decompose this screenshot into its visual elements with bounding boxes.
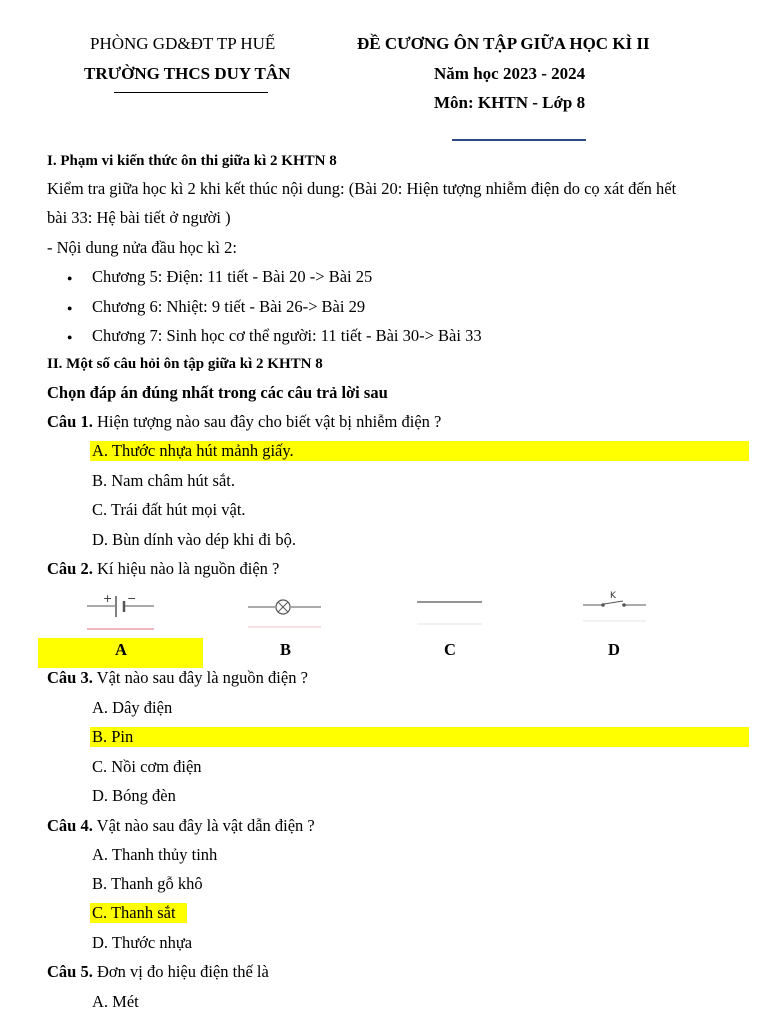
- question-label: Câu 3.: [47, 668, 93, 687]
- choice-label-a: A: [115, 640, 127, 659]
- answer-highlight: [90, 727, 749, 747]
- question-text: Đơn vị đo hiệu điện thế là: [92, 962, 269, 981]
- option-correct: A. Thước nhựa hút mảnh giấy.: [92, 441, 294, 460]
- switch-k-label: K: [610, 591, 616, 601]
- document-title: ĐỀ CƯƠNG ÔN TẬP GIỮA HỌC KÌ II: [357, 34, 650, 53]
- choice-label-b: B: [280, 640, 292, 659]
- list-item: Chương 6: Nhiệt: 9 tiết - Bài 26-> Bài 29: [92, 297, 366, 316]
- option-correct: B. Pin: [92, 727, 134, 746]
- option: A. Dây điện: [92, 698, 173, 717]
- option-correct: C. Thanh sắt: [92, 903, 176, 922]
- question-text: Hiện tượng nào sau đây cho biết vật bị nhiễm điện ?: [92, 412, 442, 431]
- question-label: Câu 1.: [47, 412, 93, 431]
- bullet-dot: ●: [67, 273, 73, 283]
- option: A. Thanh thủy tinh: [92, 845, 218, 864]
- school-name: TRƯỜNG THCS DUY TÂN: [84, 64, 291, 83]
- choice-label-c: C: [444, 640, 456, 659]
- department-name: PHÒNG GD&ĐT TP HUẾ: [90, 34, 276, 53]
- battery-symbol-icon: [87, 588, 155, 632]
- minus-sign: −: [127, 592, 137, 605]
- section-1-subheading: - Nội dung nửa đầu học kì 2:: [47, 238, 237, 257]
- subject-grade: Môn: KHTN - Lớp 8: [434, 93, 586, 112]
- section-1-title: I. Phạm vi kiến thức ôn thi giữa kì 2 KHTN 8: [47, 153, 337, 169]
- school-year: Năm học 2023 - 2024: [434, 64, 586, 83]
- option: D. Bóng đèn: [92, 786, 176, 805]
- lamp-symbol-icon: [248, 590, 322, 630]
- question-text: Kí hiệu nào là nguồn điện ?: [92, 559, 280, 578]
- plus-sign: +: [103, 592, 113, 605]
- switch-symbol-icon: [583, 588, 647, 624]
- title-divider: [452, 139, 586, 141]
- option: C. Trái đất hút mọi vật.: [92, 500, 246, 519]
- question-text: Vật nào sau đây là vật dẫn điện ?: [92, 816, 315, 835]
- question-4: [47, 816, 315, 836]
- header-underline: [114, 92, 268, 93]
- question-1: [47, 412, 441, 432]
- option: D. Thước nhựa: [92, 933, 193, 952]
- option: C. Nồi cơm điện: [92, 757, 202, 776]
- question-label: Câu 2.: [47, 559, 93, 578]
- section-1-paragraph-line2: bài 33: Hệ bài tiết ở người ): [47, 208, 231, 227]
- option: A. Mét: [92, 992, 139, 1011]
- question-label: Câu 4.: [47, 816, 93, 835]
- list-item: Chương 5: Điện: 11 tiết - Bài 20 -> Bài 25: [92, 267, 373, 286]
- question-label: Câu 5.: [47, 962, 93, 981]
- question-2: [47, 559, 279, 579]
- instruction: Chọn đáp án đúng nhất trong các câu trả lời sau: [47, 383, 388, 402]
- wire-symbol-icon: [417, 590, 483, 630]
- question-3: [47, 668, 308, 688]
- option: B. Thanh gỗ khô: [92, 874, 203, 893]
- option: D. Bùn dính vào dép khi đi bộ.: [92, 530, 296, 549]
- choice-label-d: D: [608, 640, 620, 659]
- option: B. Nam châm hút sắt.: [92, 471, 235, 490]
- question-5: [47, 962, 269, 982]
- section-2-title: II. Một số câu hỏi ôn tập giữa kì 2 KHTN 8: [47, 356, 323, 372]
- list-item: Chương 7: Sinh học cơ thể người: 11 tiết - Bài 30-> Bài 33: [92, 326, 482, 345]
- bullet-dot: ●: [67, 303, 73, 313]
- section-1-paragraph-line1: Kiểm tra giữa học kì 2 khi kết thúc nội dung: (Bài 20: Hiện tượng nhiễm điện do cọ xát đến hết: [47, 179, 677, 198]
- bullet-dot: ●: [67, 332, 73, 342]
- question-text: Vật nào sau đây là nguồn điện ?: [92, 668, 308, 687]
